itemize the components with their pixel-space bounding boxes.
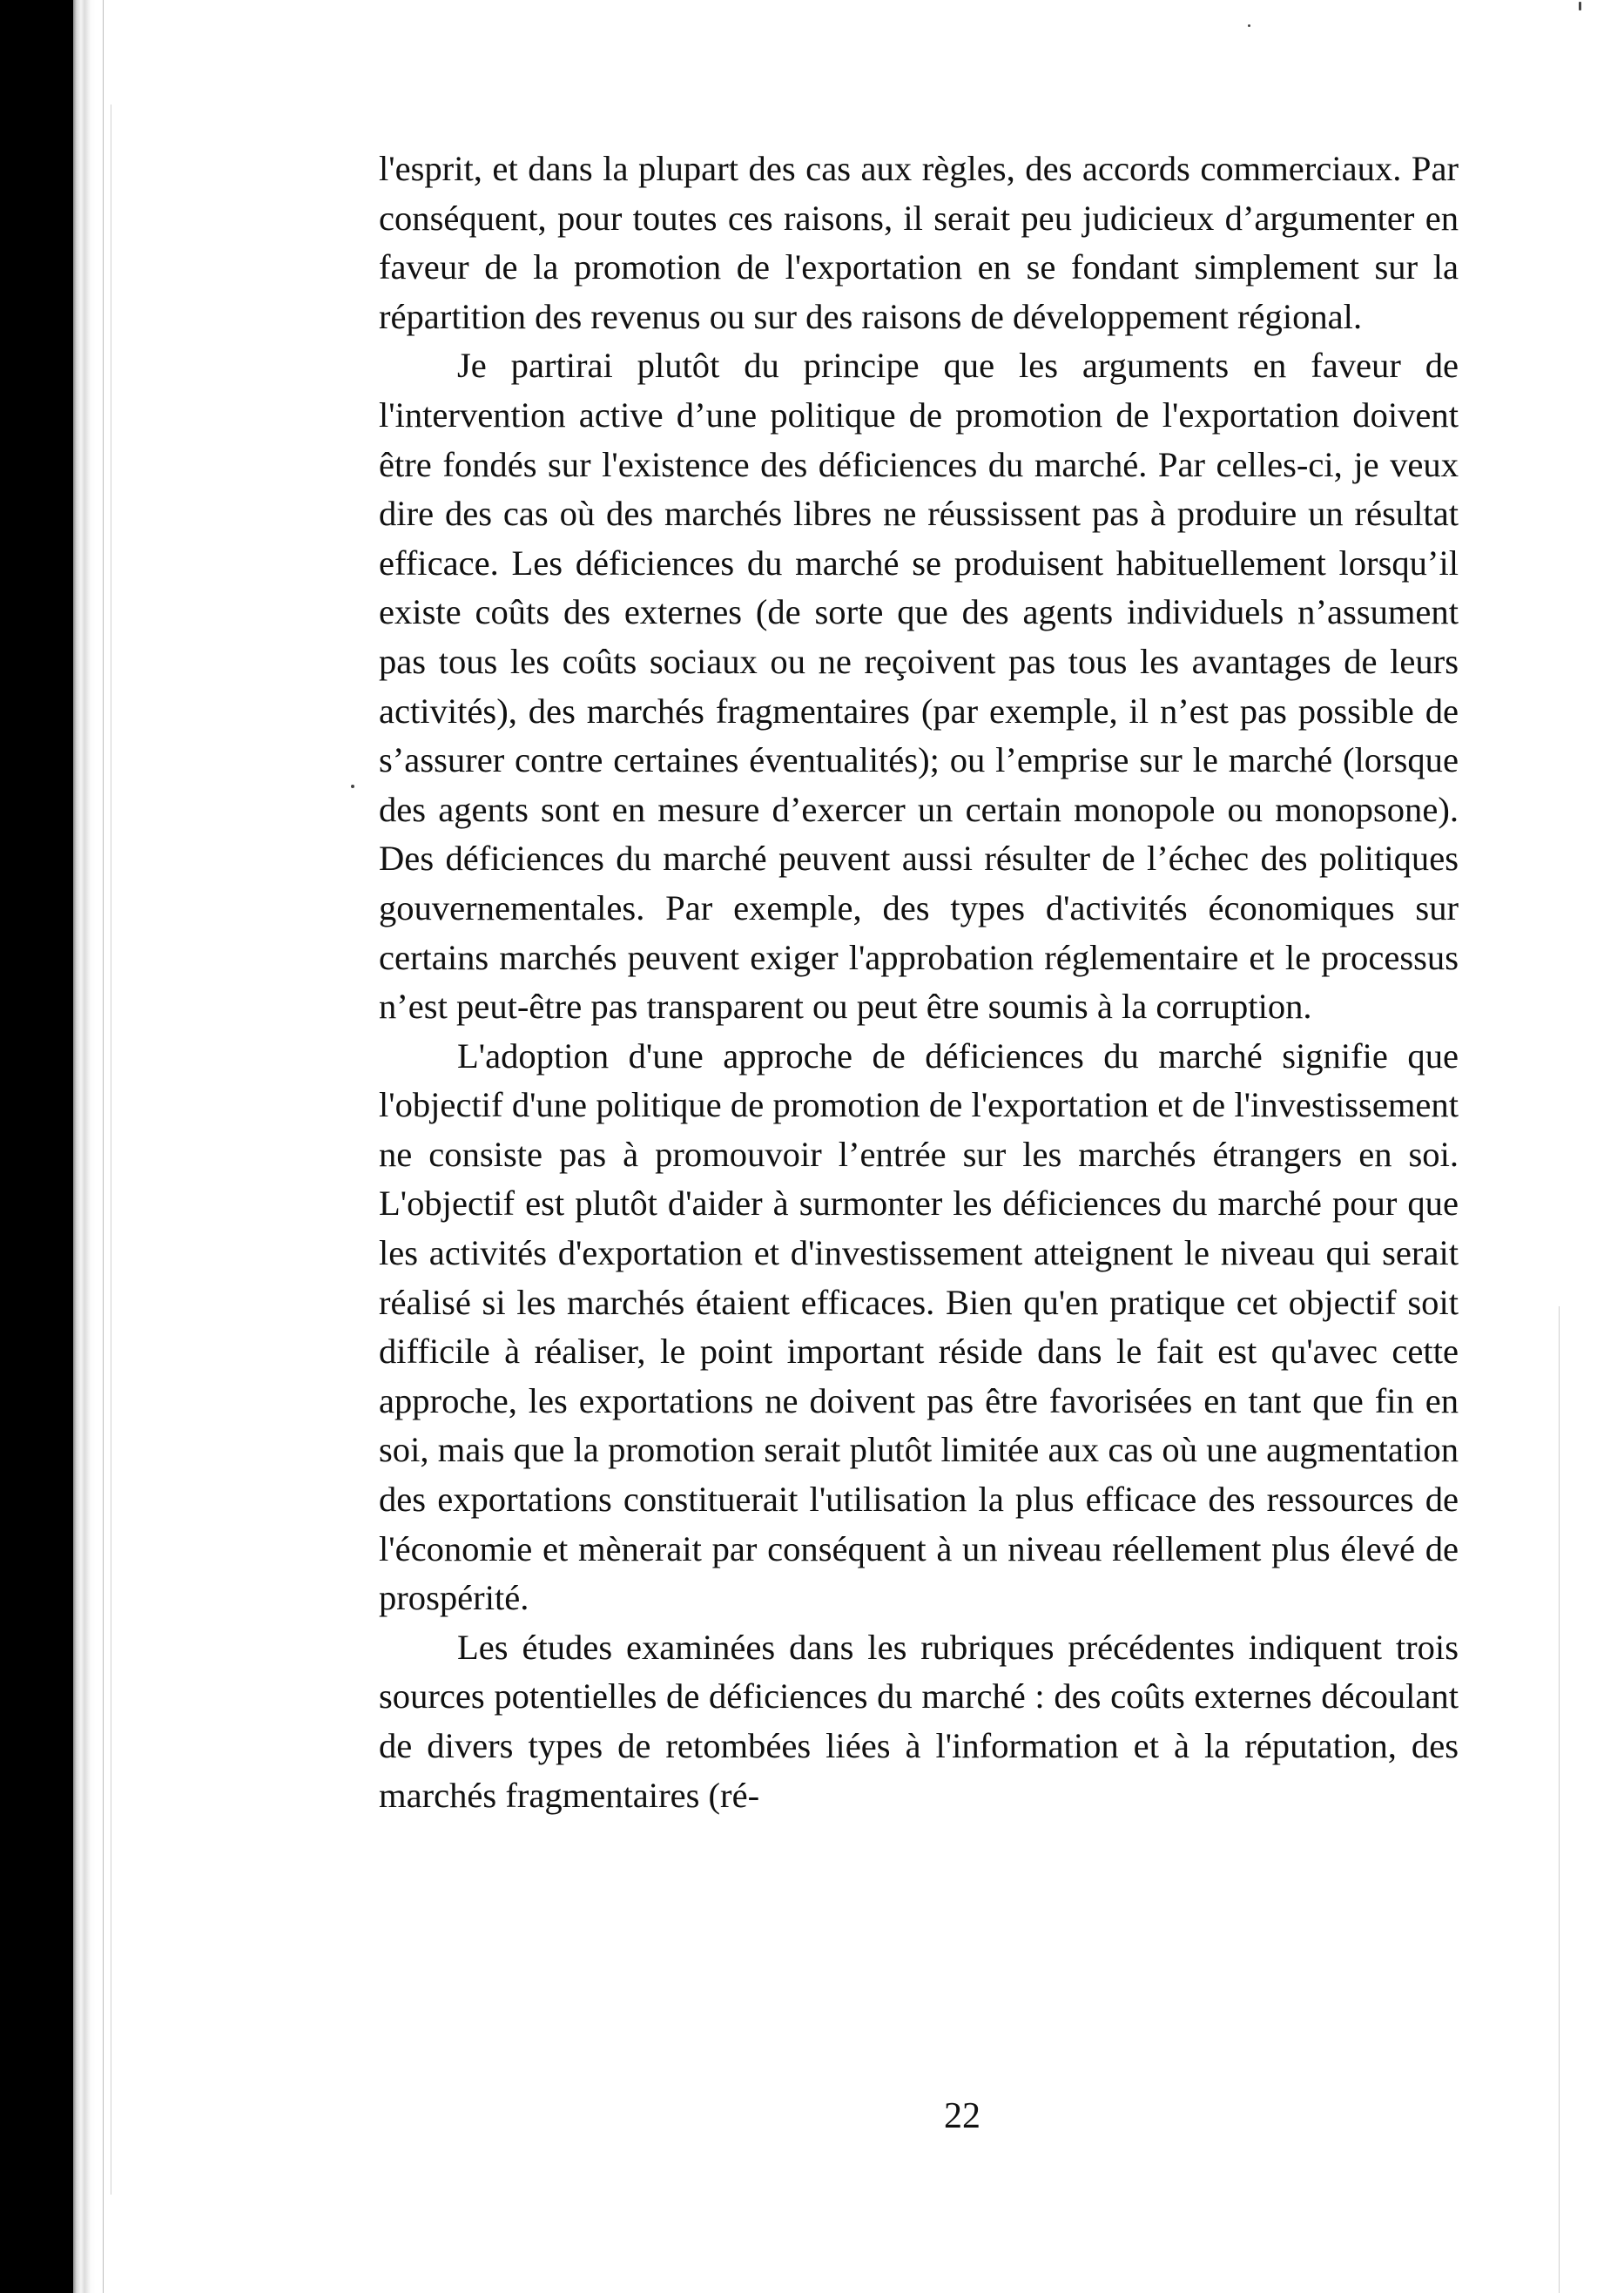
scan-edge-shadow xyxy=(73,0,96,2293)
paragraph-3: L'adoption d'une approche de déficiences du marché signifie que l'objectif d'une politique de promotion de l'exportation et de l'investissement ne consiste pas à promouvoir l’entrée sur les marchés étrangers en soi. L'objectif est plutôt d'aider à surmonter les déficiences du marché pour que les activités d'exportation et d'investissement atteignent le niveau qui serait réalisé si les marchés étaient efficaces. Bien qu'en pratique cet objectif soit difficile à réaliser, le point important réside dans le fait est qu'avec cette approche, les exportations ne doivent pas être favorisées en tant que fin en soi, mais que la promotion serait plutôt limitée aux cas où une augmentation des exportations constituerait l'utilisation la plus efficace des ressources de l'économie et mènerait par conséquent à un niveau réellement plus élevé de prospérité. xyxy=(379,1035,1459,1618)
paragraph-2: Je partirai plutôt du principe que les arguments en faveur de l'intervention active d’une politique de promotion de l'exportation doivent être fondés sur l'existence des déficiences du marché. Par celles-ci, je veux dire des cas où des marchés libres ne réussissent pas à produire un résultat efficace. Les déficiences du marché se produisent habituellement lorsqu’il existe coûts des externes (de sorte que des agents individuels n’assument pas tous les coûts sociaux ou ne reçoivent pas tous les avantages de leurs activités), des marchés fragmentaires (par exemple, il n’est pas possible de s’assurer contre certaines éventualités); ou l’emprise sur le marché (lorsque des agents sont en mesure d’exercer un certain monopole ou monopsone). Des déficiences du marché peuvent aussi résulter de l’échec des politiques gouvernementales. Par exemple, des types d'activités économiques sur certains marchés peuvent exiger l'approbation réglementaire et le processus n’est peut-être pas transparent ou peut être soumis à la corruption. xyxy=(379,346,1459,1027)
scan-speck xyxy=(351,785,354,788)
paragraph-4: Les études examinées dans les rubriques précédentes indiquent trois sources potentielles de déficiences du marché : des coûts externes découlant de divers types de retombées liées à l'information et à la réputation, des marchés fragmentaires (ré- xyxy=(379,1627,1459,1815)
scan-artifact-line xyxy=(1559,1306,1560,2293)
scan-speck xyxy=(1579,2,1581,10)
page-body xyxy=(379,145,1459,1820)
page-number: 22 xyxy=(944,2096,980,2136)
scan-artifact-line xyxy=(103,0,104,2293)
scan-speck xyxy=(1248,24,1250,27)
paragraph-1: l'esprit, et dans la plupart des cas aux règles, des accords commerciaux. Par conséquent, pour toutes ces raisons, il serait peu judicieux d’argumenter en faveur de la promotion de l'exportation en se fondant simplement sur la répartition des revenus ou sur des raisons de développement régional. xyxy=(379,149,1459,336)
scan-binding-edge xyxy=(0,0,73,2293)
